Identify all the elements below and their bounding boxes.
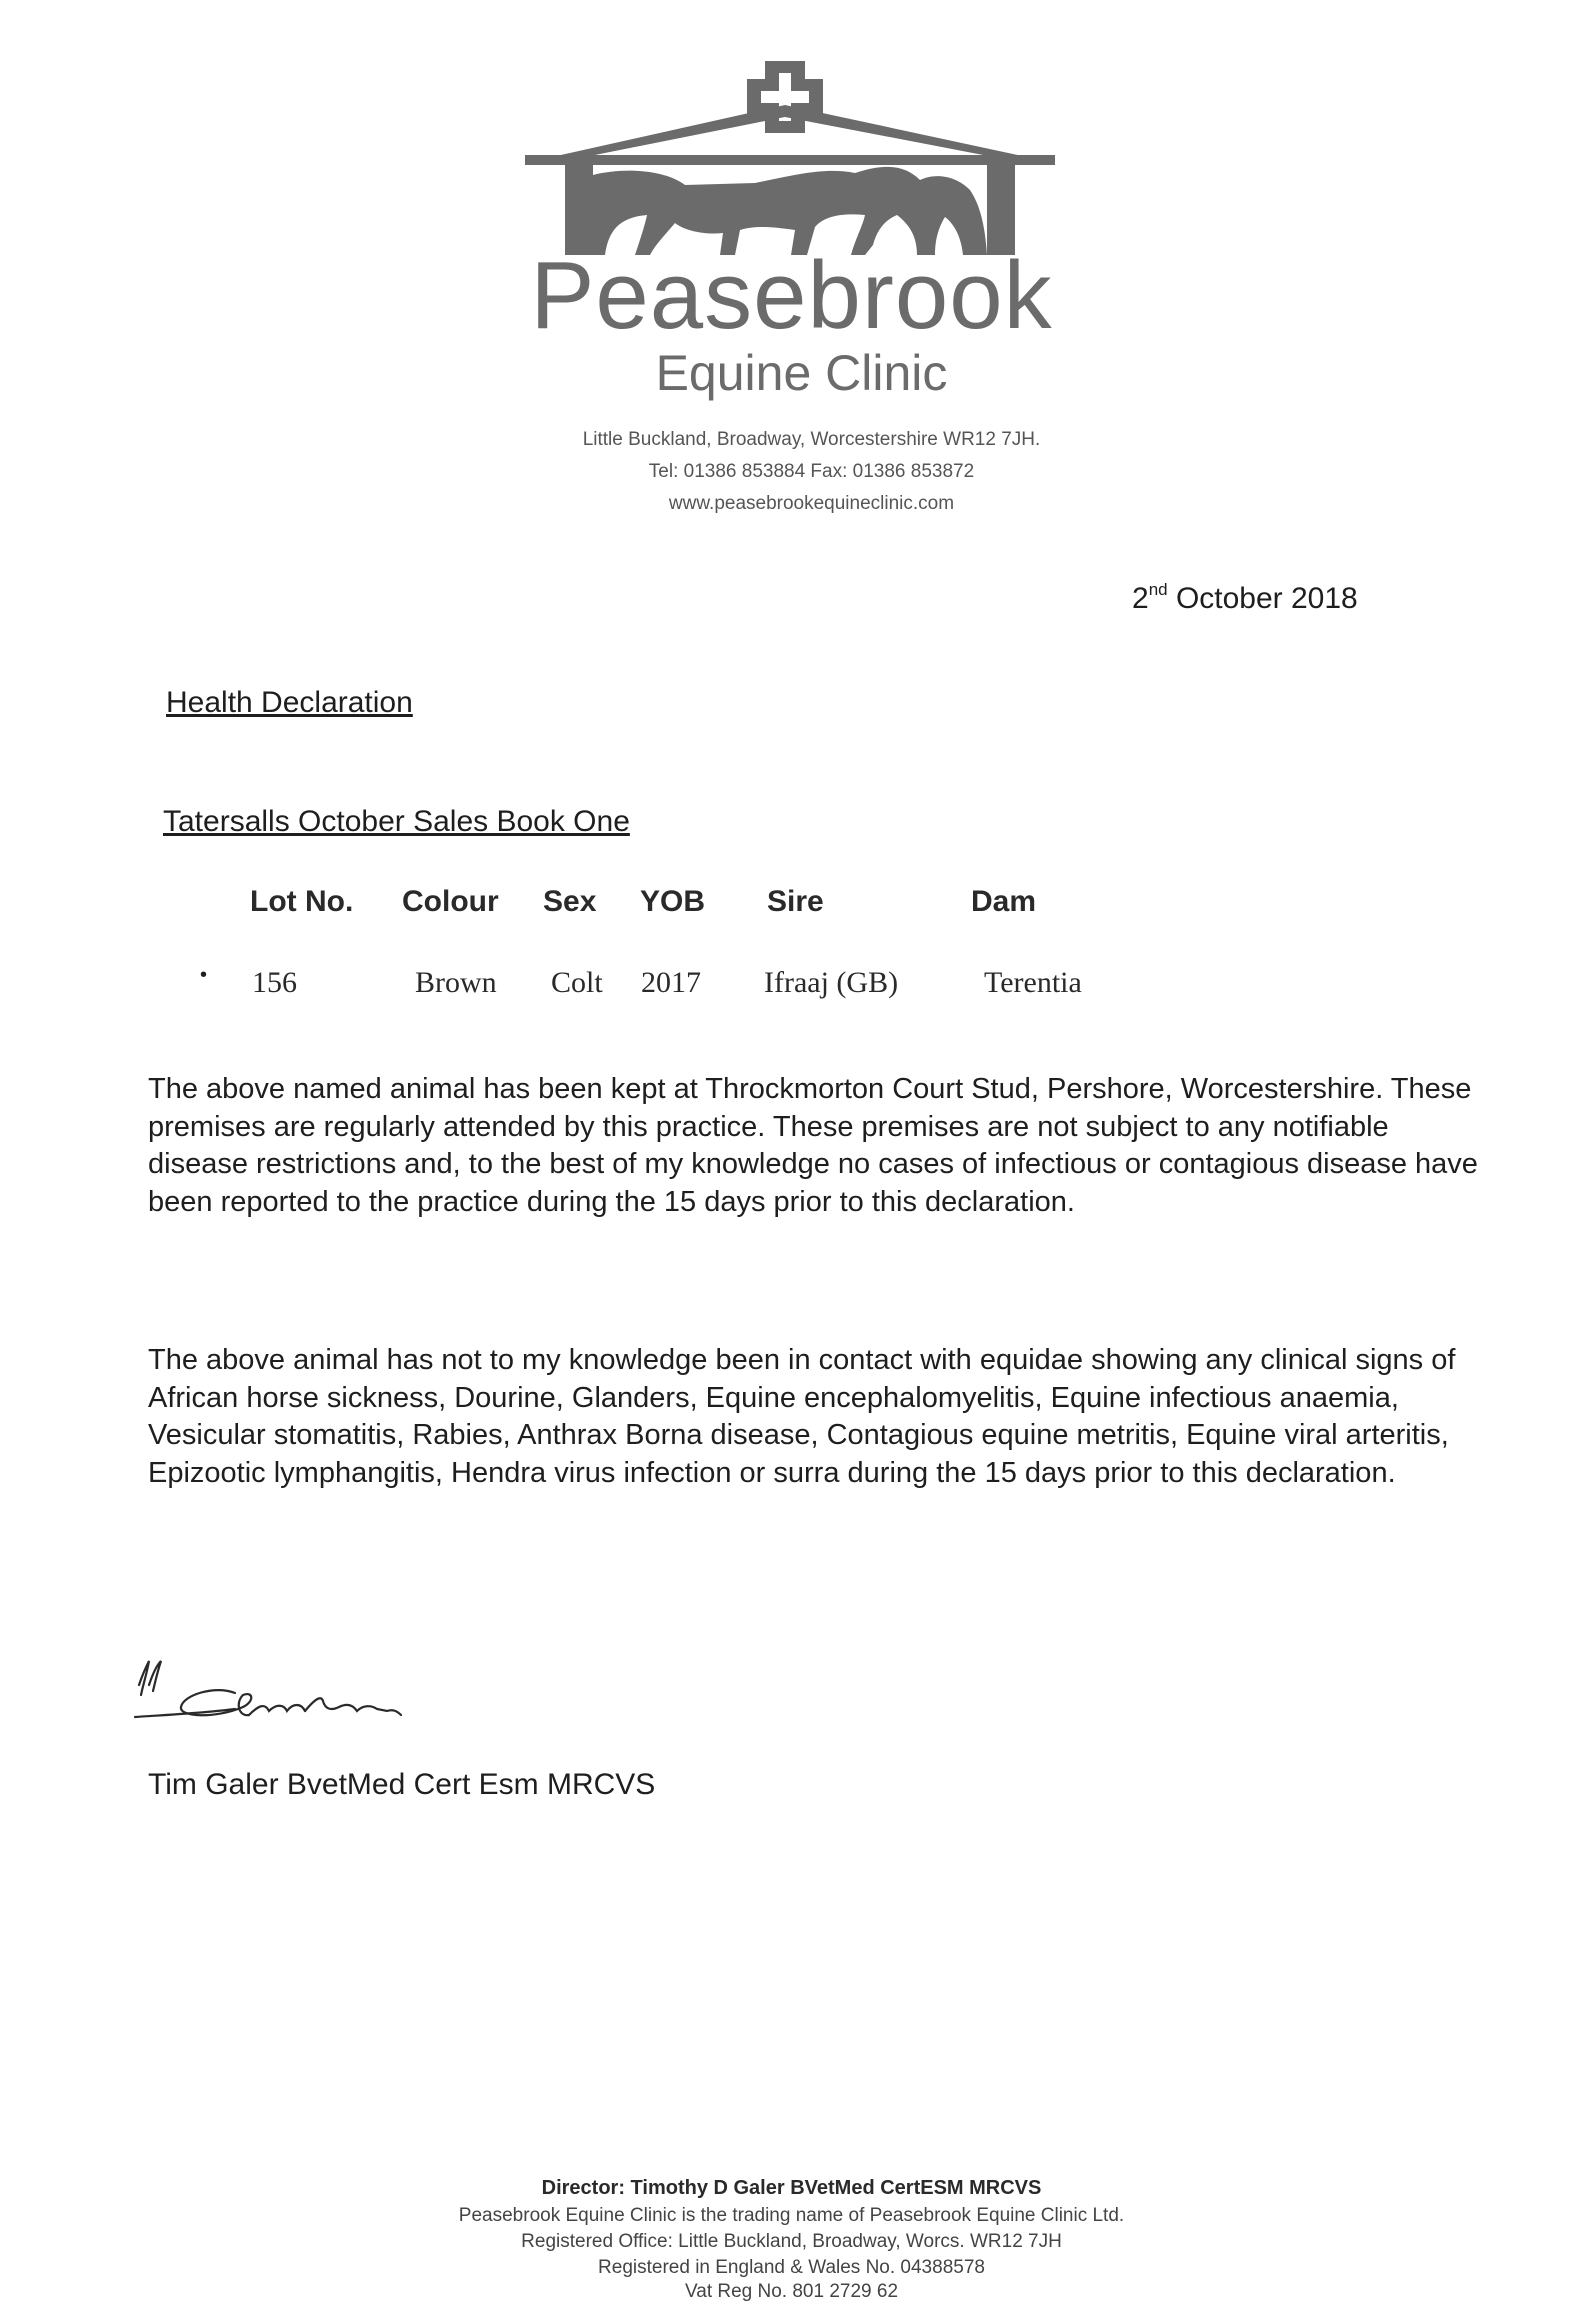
clinic-address: Little Buckland, Broadway, Worcestershire WR12 7JH. [582, 429, 1041, 450]
clinic-subtitle: Equine Clinic [655, 345, 948, 401]
clinic-website: www.peasebrookequineclinic.com [668, 493, 955, 514]
clinic-phone-fax: Tel: 01386 853884 Fax: 01386 853872 [648, 461, 975, 482]
row-bullet: • [200, 964, 208, 986]
footer-director: Director: Timothy D Galer BVetMed CertESM MRCVS [541, 2177, 1042, 2199]
sale-title: Tatersalls October Sales Book One [163, 805, 630, 838]
date-month-year: October 2018 [1175, 582, 1358, 615]
header-dam: Dam [971, 885, 1037, 918]
header-colour: Colour [402, 885, 499, 918]
cell-lot-no: 156 [252, 966, 297, 999]
footer-trading: Peasebrook Equine Clinic is the trading name of Peasebrook Equine Clinic Ltd. [458, 2205, 1125, 2226]
header-sex: Sex [543, 885, 597, 918]
cell-colour: Brown [415, 966, 497, 999]
declaration-paragraph-1: The above named animal has been kept at Throckmorton Court Stud, Pershore, Worcestershire. These premises are regularly attended by this practice. These premises are not subject to any notifiable disease restrictions and, to the best of my knowledge no cases of infectious or contagious disease have been reported to the practice during the 15 days prior to this declaration. [148, 1073, 1478, 1218]
date-day: 2 [1132, 582, 1149, 615]
signer-name: Tim Galer BvetMed Cert Esm MRCVS [148, 1768, 656, 1801]
header-lot-no: Lot No. [250, 885, 354, 918]
cell-yob: 2017 [641, 966, 701, 999]
footer-vat: Vat Reg No. 801 2729 62 [684, 2281, 899, 2302]
clinic-logo-icon [525, 55, 1055, 255]
footer-registration: Registered in England & Wales No. 04388578 [598, 2257, 985, 2278]
header-yob: YOB [640, 885, 706, 918]
footer-registered-office: Registered Office: Little Buckland, Broadway, Worcs. WR12 7JH [521, 2231, 1062, 2252]
header-sire: Sire [767, 885, 824, 918]
cell-sex: Colt [551, 966, 603, 999]
cell-dam: Terentia [984, 966, 1082, 999]
letter-date [1132, 580, 1358, 616]
declaration-paragraph-2: The above animal has not to my knowledge been in contact with equidae showing any clinical signs of African horse sickness, Dourine, Glanders, Equine encephalomyelitis, Equine infectious anaemia, Vesicular stomatitis, Rabies, Anthrax Borna disease, Contagious equine metritis, Equine viral arteritis, Epizootic lymphangitis, Hendra virus infection or surra during the 15 days prior to this declaration. [148, 1344, 1456, 1489]
page-title: Health Declaration [166, 686, 413, 719]
signature-icon [125, 1655, 425, 1735]
clinic-name: Peasebrook [530, 242, 1053, 349]
date-suffix: nd [1148, 580, 1168, 599]
cell-sire: Ifraaj (GB) [764, 966, 899, 999]
